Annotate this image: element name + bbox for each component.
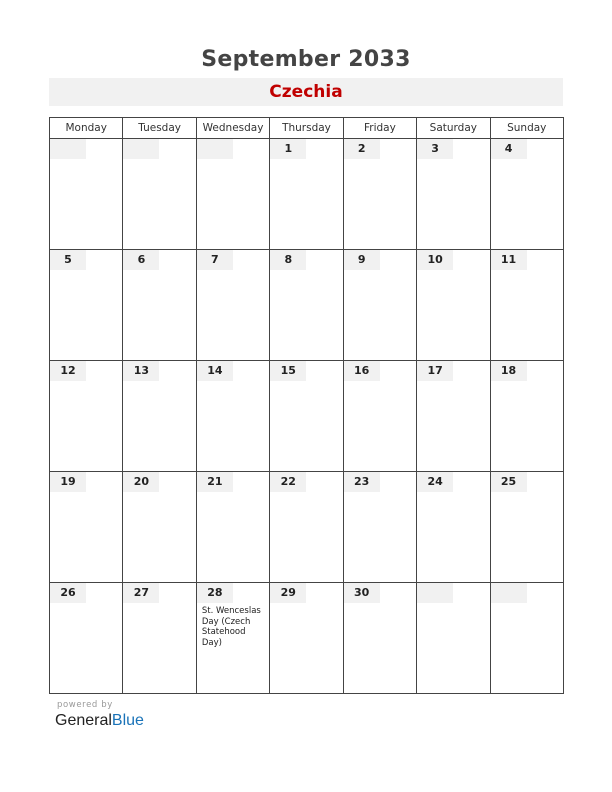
day-number: 9	[344, 250, 380, 270]
day-number: 28	[197, 583, 233, 603]
week-row-4	[50, 472, 564, 583]
day-number: 21	[197, 472, 233, 492]
day-number: 12	[50, 361, 86, 381]
weekday-monday: Monday	[50, 118, 123, 139]
day-number: 30	[344, 583, 380, 603]
day-cell	[50, 139, 123, 250]
day-number: 6	[123, 250, 159, 270]
day-number: 20	[123, 472, 159, 492]
day-cell	[490, 361, 563, 472]
day-cell	[270, 139, 343, 250]
day-cell	[123, 361, 196, 472]
day-number	[123, 139, 159, 159]
day-number: 15	[270, 361, 306, 381]
day-cell	[343, 250, 416, 361]
day-cell	[123, 583, 196, 694]
day-cell	[50, 472, 123, 583]
day-number: 24	[417, 472, 453, 492]
weekday-header-row	[50, 118, 564, 139]
day-number: 4	[491, 139, 527, 159]
day-number: 16	[344, 361, 380, 381]
country-name: Czechia	[269, 82, 343, 102]
day-number: 8	[270, 250, 306, 270]
day-number: 19	[50, 472, 86, 492]
week-row-3	[50, 361, 564, 472]
day-number: 2	[344, 139, 380, 159]
day-number: 22	[270, 472, 306, 492]
day-number: 3	[417, 139, 453, 159]
day-number: 23	[344, 472, 380, 492]
footer	[55, 700, 144, 730]
page-title: September 2033	[201, 47, 411, 72]
weekday-saturday: Saturday	[417, 118, 490, 139]
brand-blue: Blue	[111, 712, 144, 729]
day-number: 27	[123, 583, 159, 603]
day-number	[50, 139, 86, 159]
weekday-sunday: Sunday	[490, 118, 563, 139]
brand-general: General	[55, 712, 112, 729]
day-cell	[123, 139, 196, 250]
day-cell	[343, 583, 416, 694]
week-row-1	[50, 139, 564, 250]
day-cell	[270, 472, 343, 583]
day-number: 10	[417, 250, 453, 270]
day-cell	[417, 361, 490, 472]
day-cell	[490, 583, 563, 694]
day-cell	[417, 250, 490, 361]
weekday-friday: Friday	[343, 118, 416, 139]
day-number	[491, 583, 527, 603]
day-cell	[123, 472, 196, 583]
weekday-tuesday: Tuesday	[123, 118, 196, 139]
day-cell	[343, 361, 416, 472]
day-cell	[196, 583, 269, 694]
weekday-thursday: Thursday	[270, 118, 343, 139]
day-cell	[196, 472, 269, 583]
country-banner	[49, 78, 563, 106]
day-number: 13	[123, 361, 159, 381]
day-cell	[343, 472, 416, 583]
day-number: 17	[417, 361, 453, 381]
day-cell	[196, 250, 269, 361]
day-cell	[50, 361, 123, 472]
day-cell	[270, 583, 343, 694]
day-number: 25	[491, 472, 527, 492]
calendar-grid	[49, 117, 564, 694]
day-cell	[490, 472, 563, 583]
day-cell	[270, 361, 343, 472]
powered-by-text: powered by	[57, 700, 113, 710]
day-cell	[50, 250, 123, 361]
day-number: 14	[197, 361, 233, 381]
day-number	[197, 139, 233, 159]
day-cell	[490, 250, 563, 361]
weekday-wednesday: Wednesday	[196, 118, 269, 139]
day-cell	[196, 361, 269, 472]
day-cell	[196, 139, 269, 250]
day-cell	[123, 250, 196, 361]
day-cell	[270, 250, 343, 361]
day-cell	[417, 583, 490, 694]
day-cell	[343, 139, 416, 250]
day-number: 1	[270, 139, 306, 159]
day-number: 7	[197, 250, 233, 270]
day-number: 18	[491, 361, 527, 381]
holiday-label: St. Wenceslas Day (Czech Statehood Day)	[201, 606, 261, 648]
day-number: 26	[50, 583, 86, 603]
week-row-5	[50, 583, 564, 694]
day-number: 11	[491, 250, 527, 270]
day-cell	[50, 583, 123, 694]
day-number: 29	[270, 583, 306, 603]
day-number	[417, 583, 453, 603]
day-cell	[417, 139, 490, 250]
day-cell	[490, 139, 563, 250]
week-row-2	[50, 250, 564, 361]
brand-logo[interactable]	[55, 712, 144, 730]
day-cell	[417, 472, 490, 583]
day-number: 5	[50, 250, 86, 270]
